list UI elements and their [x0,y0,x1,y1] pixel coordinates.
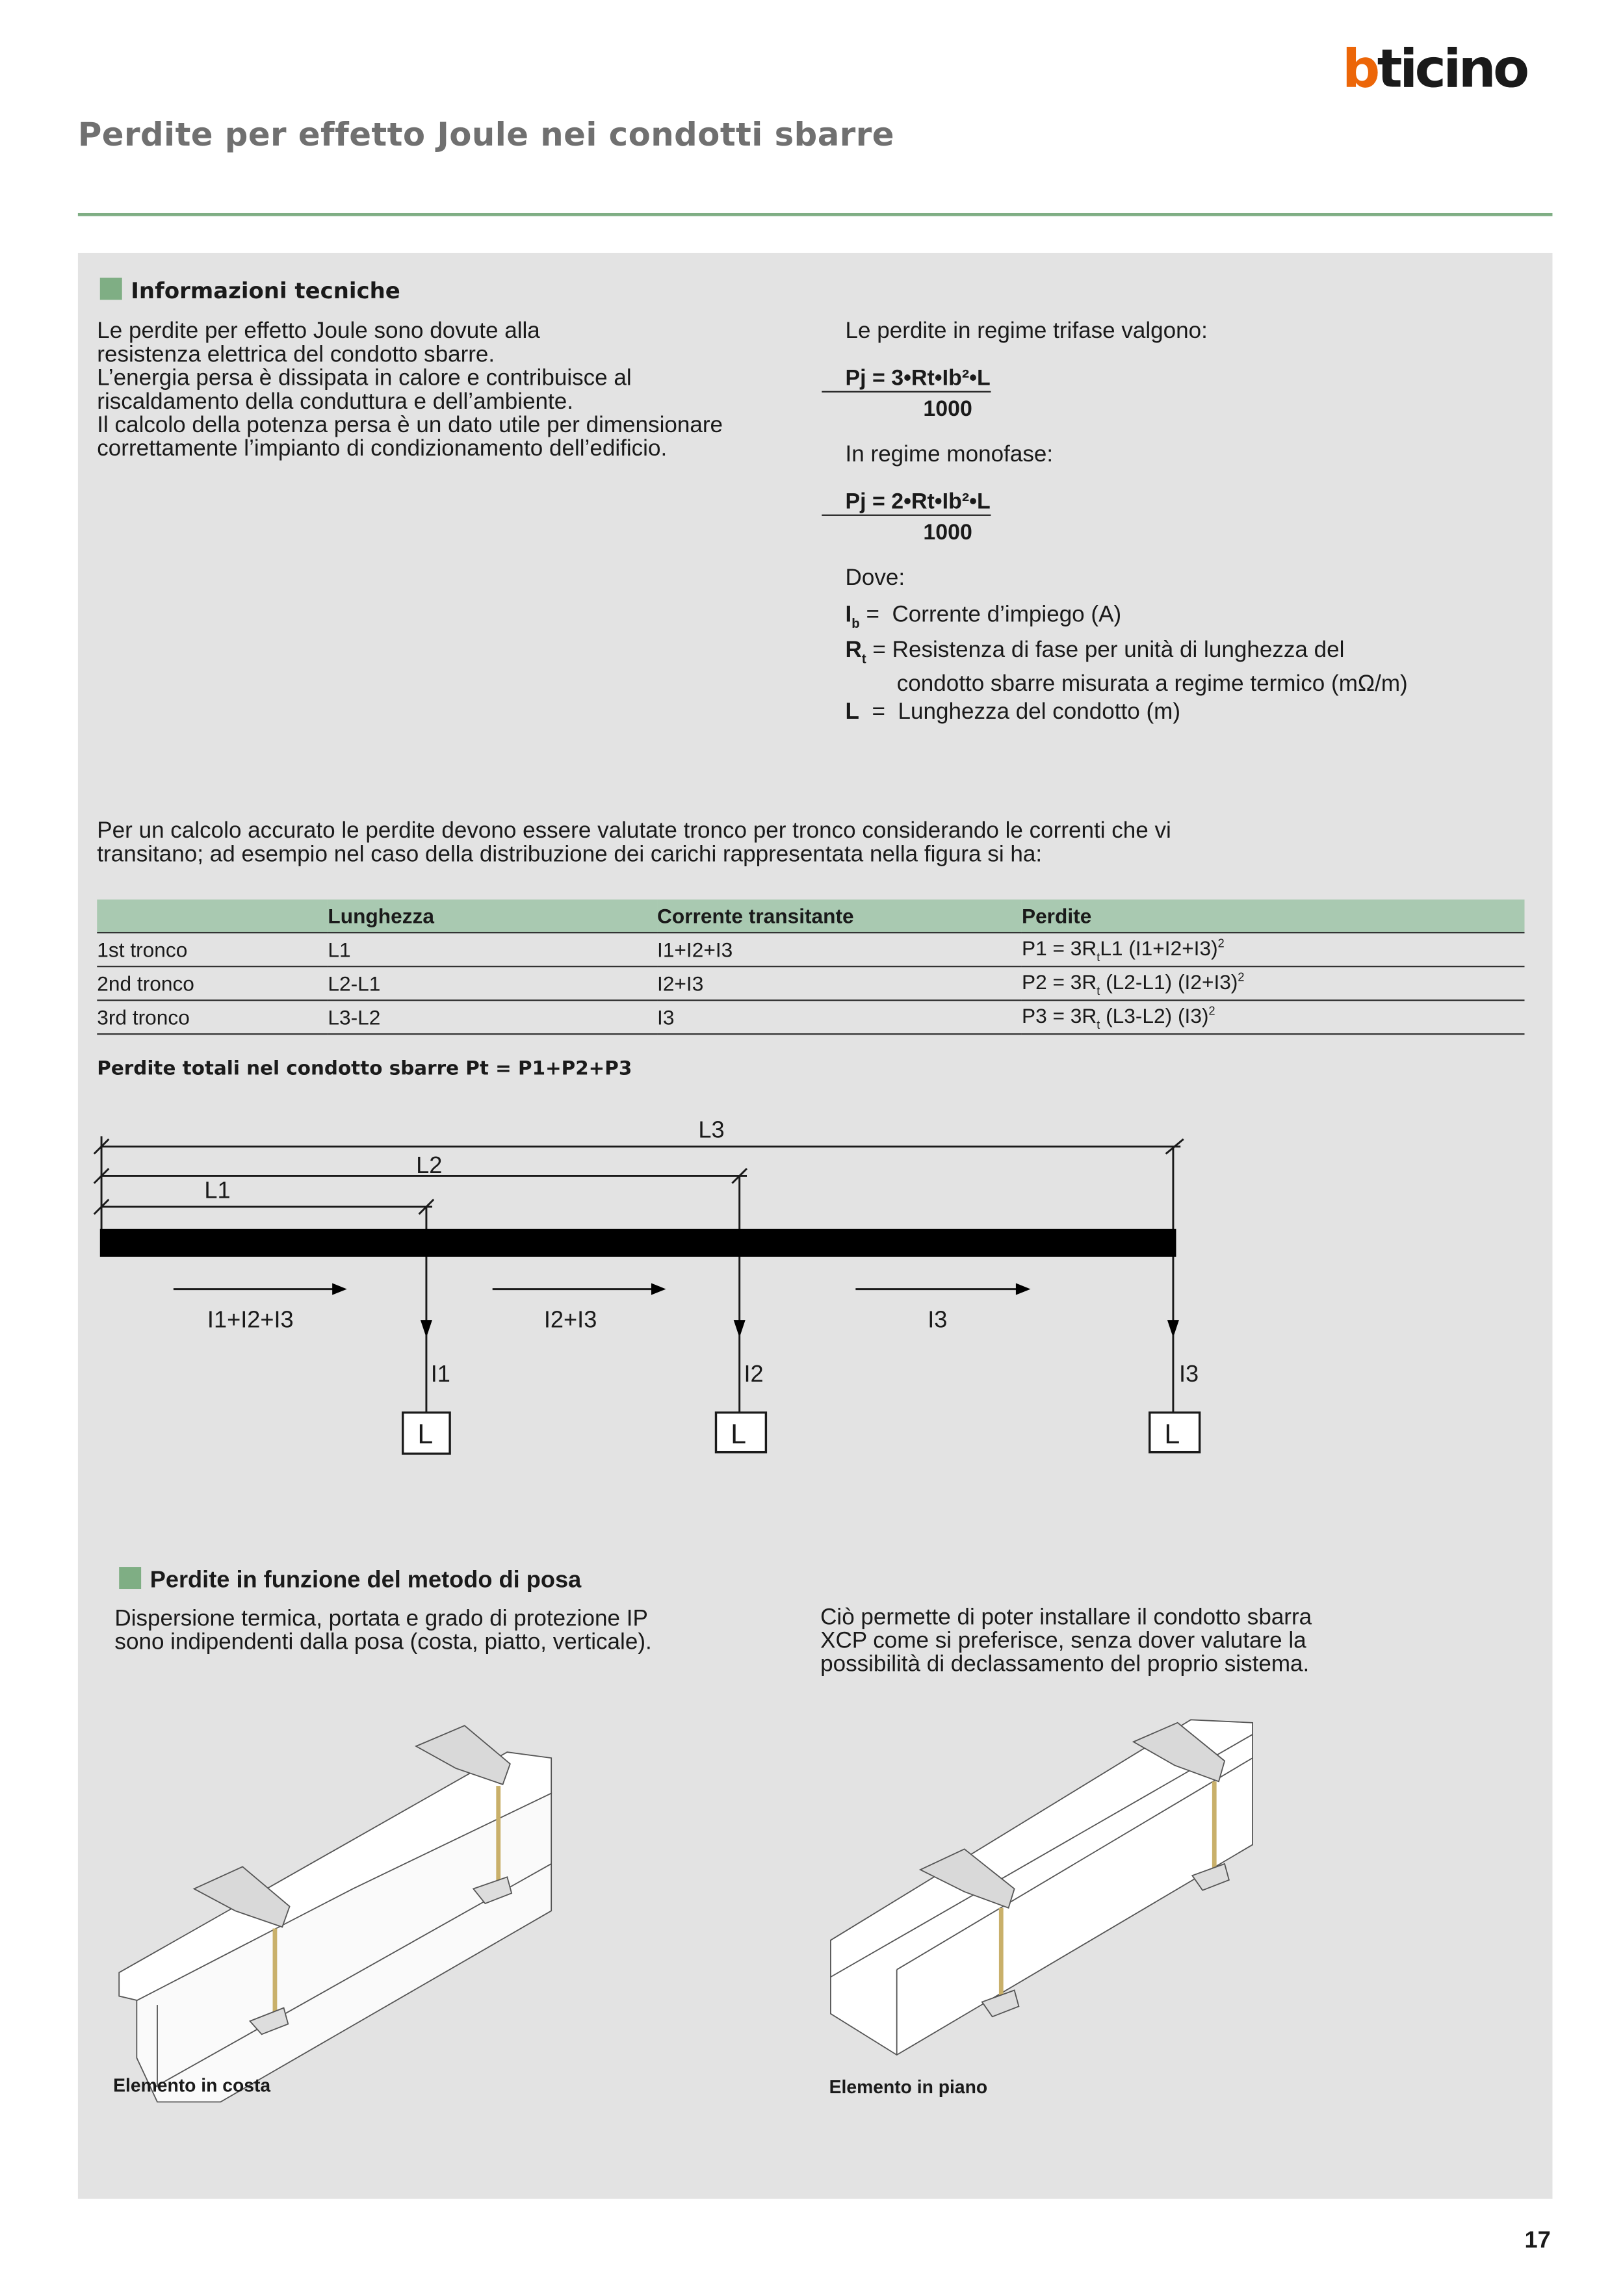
table-row: 3rd tronco L3-L2 I3 $P3 = 3R_t$ (L3-L2) $(I3)^2$ [97,1000,1524,1034]
busbar-flat-illustration [831,1720,1253,2055]
dim-label: L3 [698,1116,725,1143]
load-label: L [417,1419,434,1451]
flow-label: I3 [928,1306,948,1333]
dim-label: L2 [416,1151,443,1178]
info-heading: Informazioni tecniche [100,277,400,304]
formula-trifase: $\frac{\text{Pj = 3•Rt•Ib²•L}}{1000}$ [846,366,991,422]
caption-costa: Elemento in costa [113,2075,271,2096]
load-label: L [731,1419,747,1451]
tap-label: I2 [744,1360,764,1387]
busbar-edge-illustration [119,1725,551,2102]
total-losses: Perdite totali nel condotto sbarre Pt = P1+P2+P3 [97,1058,632,1081]
flow-label: I1+I2+I3 [207,1306,294,1333]
table-row: 2nd tronco L2-L1 I2+I3 $P2 = 3R_t$ (L2-L1) $(I2+I3)^2$ [97,966,1524,1000]
accurate-text: Per un calcolo accurato le perdite devono essere valutate tronco per tronco considerando le correnti che vi transitano; ad esempio nel caso della distribuzione dei carichi rappresentata nella figura si ha: [97,818,1171,868]
monofase-intro: In regime monofase: [845,442,1054,468]
table-header: Lunghezza Corrente transitante Perdite [97,899,1524,933]
info-paragraph: Le perdite per effetto Joule sono dovute alla resistenza elettrica del condotto sbarre. L’energia persa è dissipata in calore e contribuisce al riscaldamento della conduttura e dell’ambiente. Il calcolo della potenza persa è un dato utile per dimensionare correttamente l’impianto di condizionamento dell’edificio. [97,318,723,462]
load-label: L [1164,1419,1180,1451]
trifase-intro: Le perdite in regime trifase valgono: [845,318,1208,344]
posa-right-text: Ciò permette di poter installare il condotto sbarra XCP come si preferisce, senza dover valutare la possibilità di declassamento del proprio sistema. [820,1605,1312,1677]
tap-label: I1 [430,1360,450,1387]
formula-monofase: $\frac{\text{Pj = 2•Rt•Ib²•L}}{1000}$ [846,489,991,545]
bticino-logo: bticino [1342,40,1527,100]
caption-piano: Elemento in piano [829,2076,988,2098]
page-number: 17 [1524,2228,1551,2254]
posa-heading: Perdite in funzione del metodo di posa [119,1567,581,1595]
table-row: 1st tronco L1 I1+I2+I3 $P1 = 3R_tL1$ $(I1+I2+I3)^2$ [97,933,1524,966]
flow-label: I2+I3 [543,1306,597,1333]
page-title: Perdite per effetto Joule nei condotti sbarre [77,117,894,155]
definitions: $I_b$ = Corrente d’impiego (A) $R_t$ = Resistenza di fase per unità di lunghezza del condotto sbarre misurata a regime termico (mΩ/m) L = Lunghezza del condotto (m) [845,602,1408,725]
posa-left-text: Dispersione termica, portata e grado di protezione IP sono indipendenti dalla posa (costa, piatto, verticale). [114,1606,652,1655]
dim-label: L1 [204,1176,231,1204]
tap-label: I3 [1178,1360,1199,1387]
dove-label: Dove: [845,565,905,591]
